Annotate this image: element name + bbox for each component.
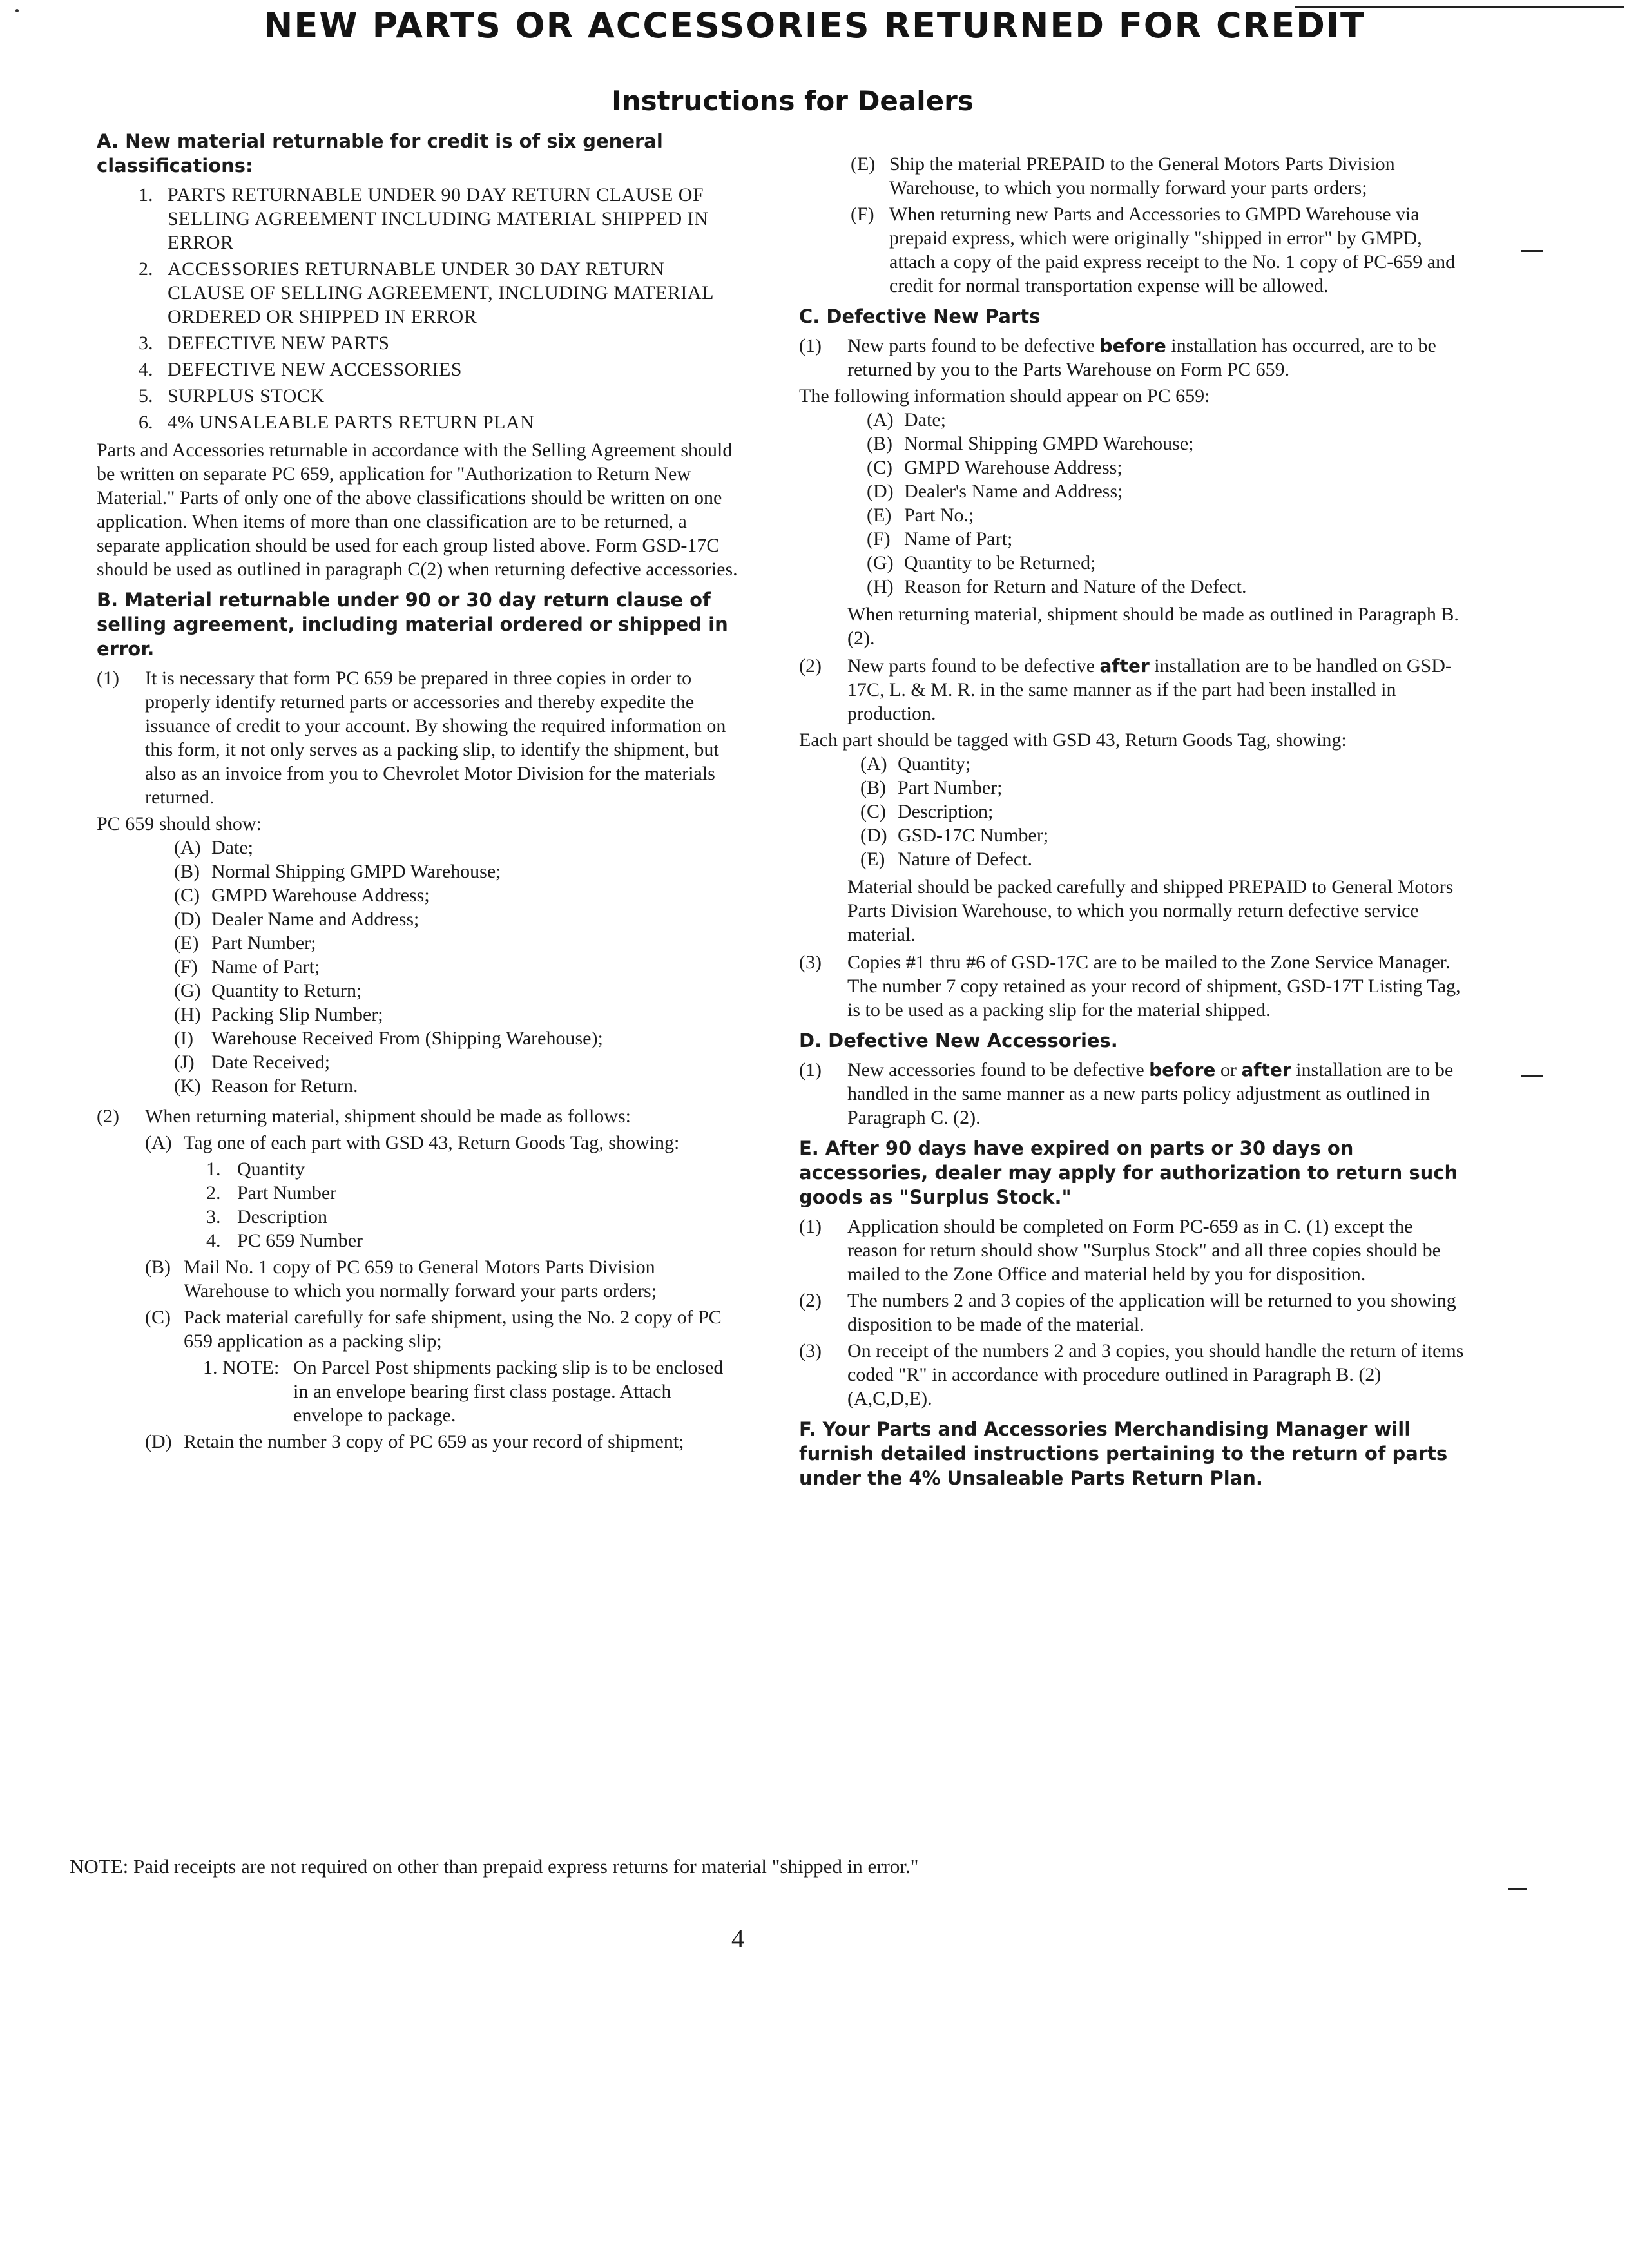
step-a: (A) Tag one of each part with GSD 43, Return Goods Tag, showing: (145, 1132, 680, 1153)
defect-fields-list (867, 408, 1466, 599)
section-e-item-1: (1) Application should be completed on Form PC-659 as in C. (1) except the reason for return should show "Surplus Stock" and all three copies should be mailed to the Zone Office and material held by you for disposition. (799, 1216, 1441, 1285)
list-item: (G) Quantity to Return; (174, 980, 362, 1001)
section-c-heading: C. Defective New Parts (799, 305, 1041, 327)
page-number: 4 (731, 1924, 744, 1953)
list-item: (D) Dealer's Name and Address; (867, 481, 1123, 502)
section-d-item-1: (1) New accessories found to be defective before or after installation are to be handled in the same manner as a new parts policy adjustment as outlined in Paragraph C. (2). (799, 1059, 1454, 1128)
list-item: 2. Part Number (206, 1182, 337, 1204)
footer-note: NOTE: Paid receipts are not required on other than prepaid express returns for material "shipped in error." (70, 1855, 919, 1878)
section-e-heading: E. After 90 days have expired on parts or 30 days on accessories, dealer may apply for authorization to return such goods as "Surplus Stock." (799, 1137, 1458, 1208)
list-item: 4. PC 659 Number (206, 1230, 363, 1251)
return-tag-list (206, 1157, 741, 1253)
section-c-item-1: (1) New parts found to be defective before installation has occurred, are to be returned by you to the Parts Warehouse on Form PC 659. (799, 335, 1436, 380)
right-column (799, 149, 1466, 1495)
step-c: (C) Pack material carefully for safe shipment, using the No. 2 copy of PC 659 application as a packing slip; (145, 1307, 722, 1352)
margin-mark (1521, 1075, 1543, 1077)
list-item: (E) Part No.; (867, 505, 974, 526)
section-c-item-2: (2) New parts found to be defective after installation are to be handled on GSD-17C, L. & M. R. in the same manner as if the part had been installed in production. (799, 655, 1452, 724)
list-item: (E) Nature of Defect. (860, 849, 1033, 870)
list-item: 4. DEFECTIVE NEW ACCESSORIES (139, 359, 462, 380)
tag-fields-list (860, 752, 1466, 871)
section-b-heading: B. Material returnable under 90 or 30 day return clause of selling agreement, including material ordered or shipped in error. (97, 589, 728, 660)
section-c-item-2-after: Material should be packed carefully and shipped PREPAID to General Motors Parts Division Warehouse, to which you normally return defective service material. (847, 876, 1454, 945)
list-item: 1. PARTS RETURNABLE UNDER 90 DAY RETURN CLAUSE OF SELLING AGREEMENT INCLUDING MATERIAL SHIPPED IN ERROR (139, 184, 709, 253)
step-d: (D) Retain the number 3 copy of PC 659 as your record of shipment; (145, 1431, 684, 1452)
list-item: (C) Description; (860, 801, 994, 822)
section-a-heading: A. New material returnable for credit is of six general classifications: (97, 130, 663, 177)
page-title: NEW PARTS OR ACCESSORIES RETURNED FOR CREDIT (264, 5, 1365, 46)
list-item: (F) Name of Part; (867, 528, 1013, 550)
list-item: (F) Name of Part; (174, 956, 320, 977)
list-item: 1. Quantity (206, 1158, 305, 1180)
list-item: (A) Date; (174, 837, 253, 858)
section-d-heading: D. Defective New Accessories. (799, 1030, 1118, 1052)
list-item: (I) Warehouse Received From (Shipping Warehouse); (174, 1028, 603, 1049)
section-a-list (97, 183, 741, 434)
list-item: (B) Part Number; (860, 777, 1003, 798)
list-item: (H) Packing Slip Number; (174, 1004, 383, 1025)
left-column (97, 122, 741, 1456)
list-item: 5. SURPLUS STOCK (139, 385, 325, 407)
list-item: (H) Reason for Return and Nature of the Defect. (867, 576, 1247, 597)
list-item: (E) Part Number; (174, 932, 316, 954)
list-item: (G) Quantity to be Returned; (867, 552, 1096, 573)
pc659-info-label: The following information should appear on PC 659: (799, 385, 1210, 407)
list-item: (D) GSD-17C Number; (860, 825, 1049, 846)
step-f: (F) When returning new Parts and Accessories to GMPD Warehouse via prepaid express, which were originally "shipped in error" by GMPD, attach a copy of the paid express receipt to the No. 1 copy of PC-659 and credit for normal transportation expense will be allowed. (851, 204, 1456, 296)
list-item: (K) Reason for Return. (174, 1075, 358, 1097)
parcel-post-note: 1. NOTE: On Parcel Post shipments packing slip is to be enclosed in an envelope bearing first class postage. Attach envelope to package. (203, 1357, 724, 1426)
page-subtitle: Instructions for Dealers (612, 85, 974, 117)
list-item: (B) Normal Shipping GMPD Warehouse; (867, 433, 1194, 454)
list-item: (C) GMPD Warehouse Address; (867, 457, 1123, 478)
step-e: (E) Ship the material PREPAID to the General Motors Parts Division Warehouse, to which you normally forward your parts orders; (851, 153, 1395, 198)
section-c-item-1-after: When returning material, shipment should be made as outlined in Paragraph B. (2). (847, 604, 1459, 649)
margin-mark (1508, 1888, 1527, 1890)
list-item: (D) Dealer Name and Address; (174, 908, 419, 930)
section-e-item-3: (3) On receipt of the numbers 2 and 3 copies, you should handle the return of items coded "R" in accordance with procedure outlined in Paragraph B. (2) (A,C,D,E). (799, 1340, 1464, 1409)
section-a-paragraph: Parts and Accessories returnable in accordance with the Selling Agreement should be written on separate PC 659, application for "Authorization to Return New Material." Parts of only one of the above classifications should be written on one application. When items of more than one classification are to be returned, a separate application should be used for each group listed above. Form GSD-17C should be used as outlined in paragraph C(2) when returning defective accessories. (97, 439, 738, 580)
list-item: 3. Description (206, 1206, 327, 1227)
list-item: 6. 4% UNSALEABLE PARTS RETURN PLAN (139, 412, 535, 433)
pc659-show-label: PC 659 should show: (97, 813, 262, 834)
section-c-item-3: (3) Copies #1 thru #6 of GSD-17C are to be mailed to the Zone Service Manager. The number 7 copy retained as your record of shipment, GSD-17T Listing Tag, is to be used as a packing slip for the material shipped. (799, 952, 1461, 1021)
list-item: (J) Date Received; (174, 1052, 331, 1073)
list-item: (A) Date; (867, 409, 946, 430)
section-b-item-2: (2) When returning material, shipment should be made as follows: (97, 1106, 631, 1127)
tag-instruction: Each part should be tagged with GSD 43, Return Goods Tag, showing: (799, 729, 1347, 751)
list-item: (C) GMPD Warehouse Address; (174, 885, 430, 906)
pc659-fields-list (174, 836, 741, 1098)
list-item: (A) Quantity; (860, 753, 971, 774)
step-b: (B) Mail No. 1 copy of PC 659 to General Motors Parts Division Warehouse to which you normally forward your parts orders; (145, 1256, 657, 1302)
section-e-item-2: (2) The numbers 2 and 3 copies of the application will be returned to you showing disposition to be made of the material. (799, 1290, 1456, 1335)
section-b-item-1: (1) It is necessary that form PC 659 be prepared in three copies in order to properly identify returned parts or accessories and thereby expedite the issuance of credit to your account. By showing the required information on this form, it not only serves as a packing slip, to identify the shipment, but also as an invoice from you to Chevrolet Motor Division for the materials returned. (97, 668, 726, 808)
section-f-heading: F. Your Parts and Accessories Merchandising Manager will furnish detailed instructions pertaining to the return of parts under the 4% Unsaleable Parts Return Plan. (799, 1418, 1448, 1489)
margin-mark (1521, 250, 1543, 252)
list-item: (B) Normal Shipping GMPD Warehouse; (174, 861, 501, 882)
list-item: 3. DEFECTIVE NEW PARTS (139, 332, 390, 354)
list-item: 2. ACCESSORIES RETURNABLE UNDER 30 DAY RETURN CLAUSE OF SELLING AGREEMENT, INCLUDING MATERIAL ORDERED OR SHIPPED IN ERROR (139, 258, 713, 327)
